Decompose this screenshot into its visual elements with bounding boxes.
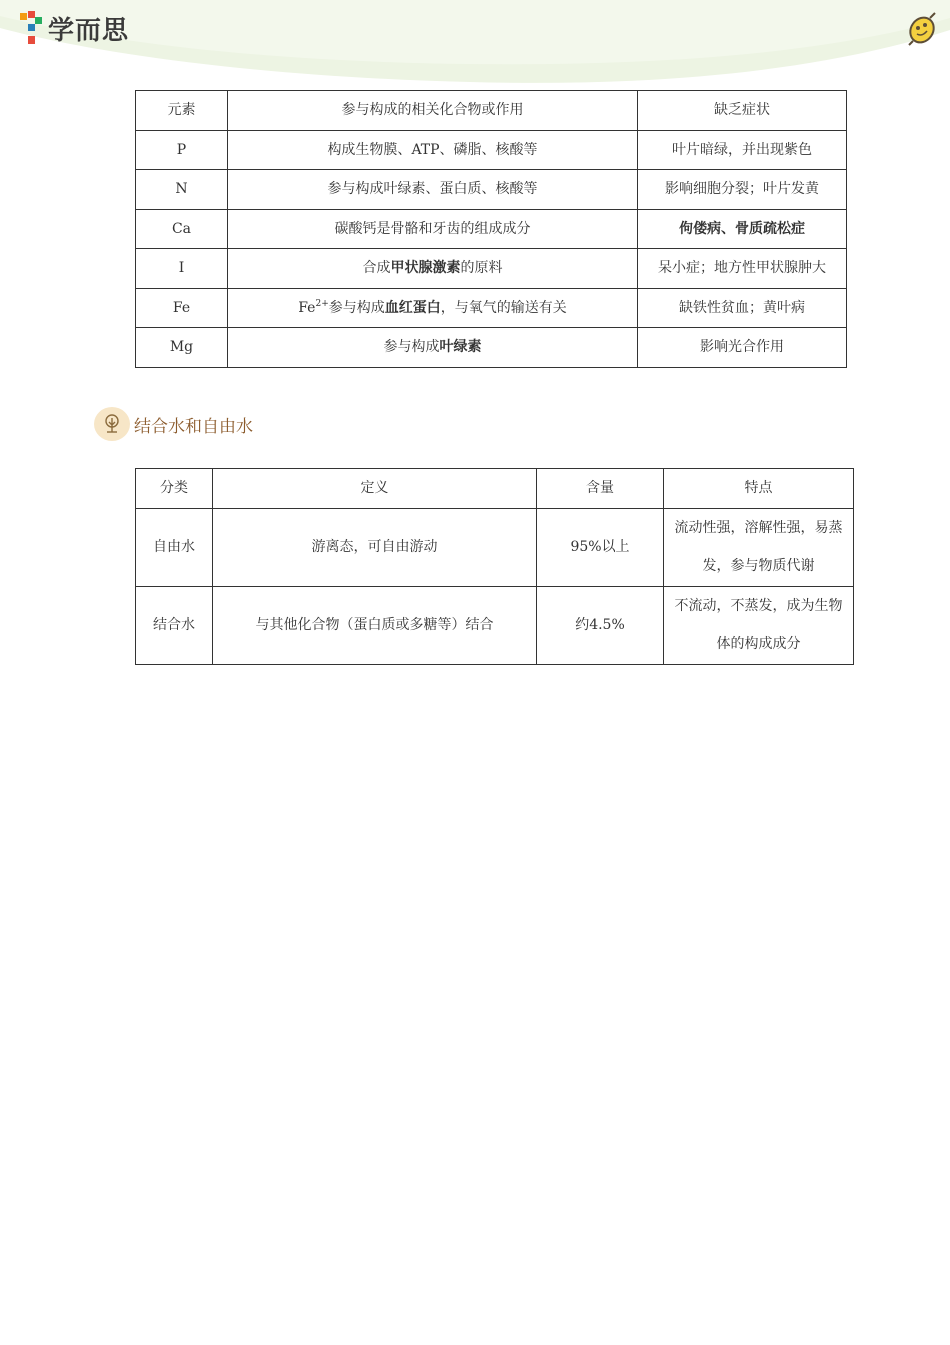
table-header-row <box>136 91 847 131</box>
feature-line: 不流动，不蒸发，成为生物 <box>674 597 843 614</box>
element-cell: Mg <box>136 328 228 368</box>
role-text: 合成 <box>362 260 391 277</box>
header-wave <box>0 0 950 90</box>
symptom-cell: 叶片暗绿，并出现紫色 <box>638 130 847 170</box>
category-cell: 自由水 <box>136 508 213 586</box>
role-text: 参与构成 <box>383 339 440 356</box>
element-function-table <box>135 90 847 368</box>
feature-line: 发，参与物质代谢 <box>702 558 815 574</box>
definition-cell: 与其他化合物（蛋白质或多糖等）结合 <box>213 586 537 664</box>
role-text: ATP <box>411 141 440 158</box>
header-cell: 元素 <box>136 91 228 131</box>
role-cell <box>228 249 638 289</box>
element-cell: Ca <box>136 209 228 249</box>
table-row <box>136 249 847 289</box>
content-value: 4.5% <box>589 617 625 633</box>
table-row <box>136 328 847 368</box>
mascot-icon <box>904 10 940 48</box>
element-cell: P <box>136 130 228 170</box>
symptom-cell: 呆小症；地方性甲状腺肿大 <box>638 249 847 289</box>
table-row <box>136 209 847 249</box>
logo-mark-icon <box>18 9 44 47</box>
role-cell: 参与构成叶绿素、蛋白质、核酸等 <box>228 170 638 210</box>
role-text: 、磷脂、核酸等 <box>439 141 538 158</box>
category-cell: 结合水 <box>136 586 213 664</box>
symptom-cell: 缺铁性贫血；黄叶病 <box>638 288 847 328</box>
header-cell: 分类 <box>136 469 213 509</box>
table-row <box>136 586 854 664</box>
table-header-row <box>136 469 854 509</box>
element-cell: N <box>136 170 228 210</box>
header-band <box>0 0 950 90</box>
content-cell <box>537 508 664 586</box>
content-value: 95% <box>570 539 602 555</box>
content-text: 约 <box>575 617 590 633</box>
feature-line: 体的构成成分 <box>716 636 801 652</box>
element-cell: Fe <box>136 288 228 328</box>
section-heading <box>94 406 253 442</box>
role-text: ，与氧气的输送有关 <box>440 299 567 316</box>
role-text: 参与构成 <box>328 299 385 316</box>
role-text-bold: 血红蛋白 <box>384 299 441 316</box>
feature-line: 流动性强，溶解性强，易蒸 <box>674 519 843 536</box>
role-text: 的原料 <box>460 260 503 277</box>
role-text: 构成生物膜、 <box>327 141 412 158</box>
content-cell <box>537 586 664 664</box>
role-text-bold: 甲状腺激素 <box>390 260 461 277</box>
table-row <box>136 170 847 210</box>
logo-text: 学而思 <box>48 15 130 46</box>
definition-cell: 游离态，可自由游动 <box>213 508 537 586</box>
tree-icon <box>94 407 130 441</box>
feature-cell <box>664 586 854 664</box>
section-title: 结合水和自由水 <box>134 416 253 437</box>
brand-logo <box>18 8 129 48</box>
feature-cell <box>664 508 854 586</box>
role-cell <box>228 288 638 328</box>
role-cell <box>228 130 638 170</box>
table-row <box>136 130 847 170</box>
role-cell: 碳酸钙是骨骼和牙齿的组成成分 <box>228 209 638 249</box>
header-cell: 特点 <box>664 469 854 509</box>
header-cell: 参与构成的相关化合物或作用 <box>228 91 638 131</box>
header-cell: 定义 <box>213 469 537 509</box>
superscript: 2+ <box>315 298 329 309</box>
water-classification-table <box>135 468 854 665</box>
role-cell <box>228 328 638 368</box>
role-text-bold: 叶绿素 <box>439 339 482 356</box>
header-cell: 含量 <box>537 469 664 509</box>
table-row <box>136 288 847 328</box>
table-row <box>136 508 854 586</box>
header-cell: 缺乏症状 <box>638 91 847 131</box>
symptom-cell: 佝偻病、骨质疏松症 <box>638 209 847 249</box>
element-cell: I <box>136 249 228 289</box>
symptom-cell: 影响光合作用 <box>638 328 847 368</box>
role-text: Fe <box>298 299 316 316</box>
symptom-cell: 影响细胞分裂；叶片发黄 <box>638 170 847 210</box>
content-text: 以上 <box>601 539 630 555</box>
